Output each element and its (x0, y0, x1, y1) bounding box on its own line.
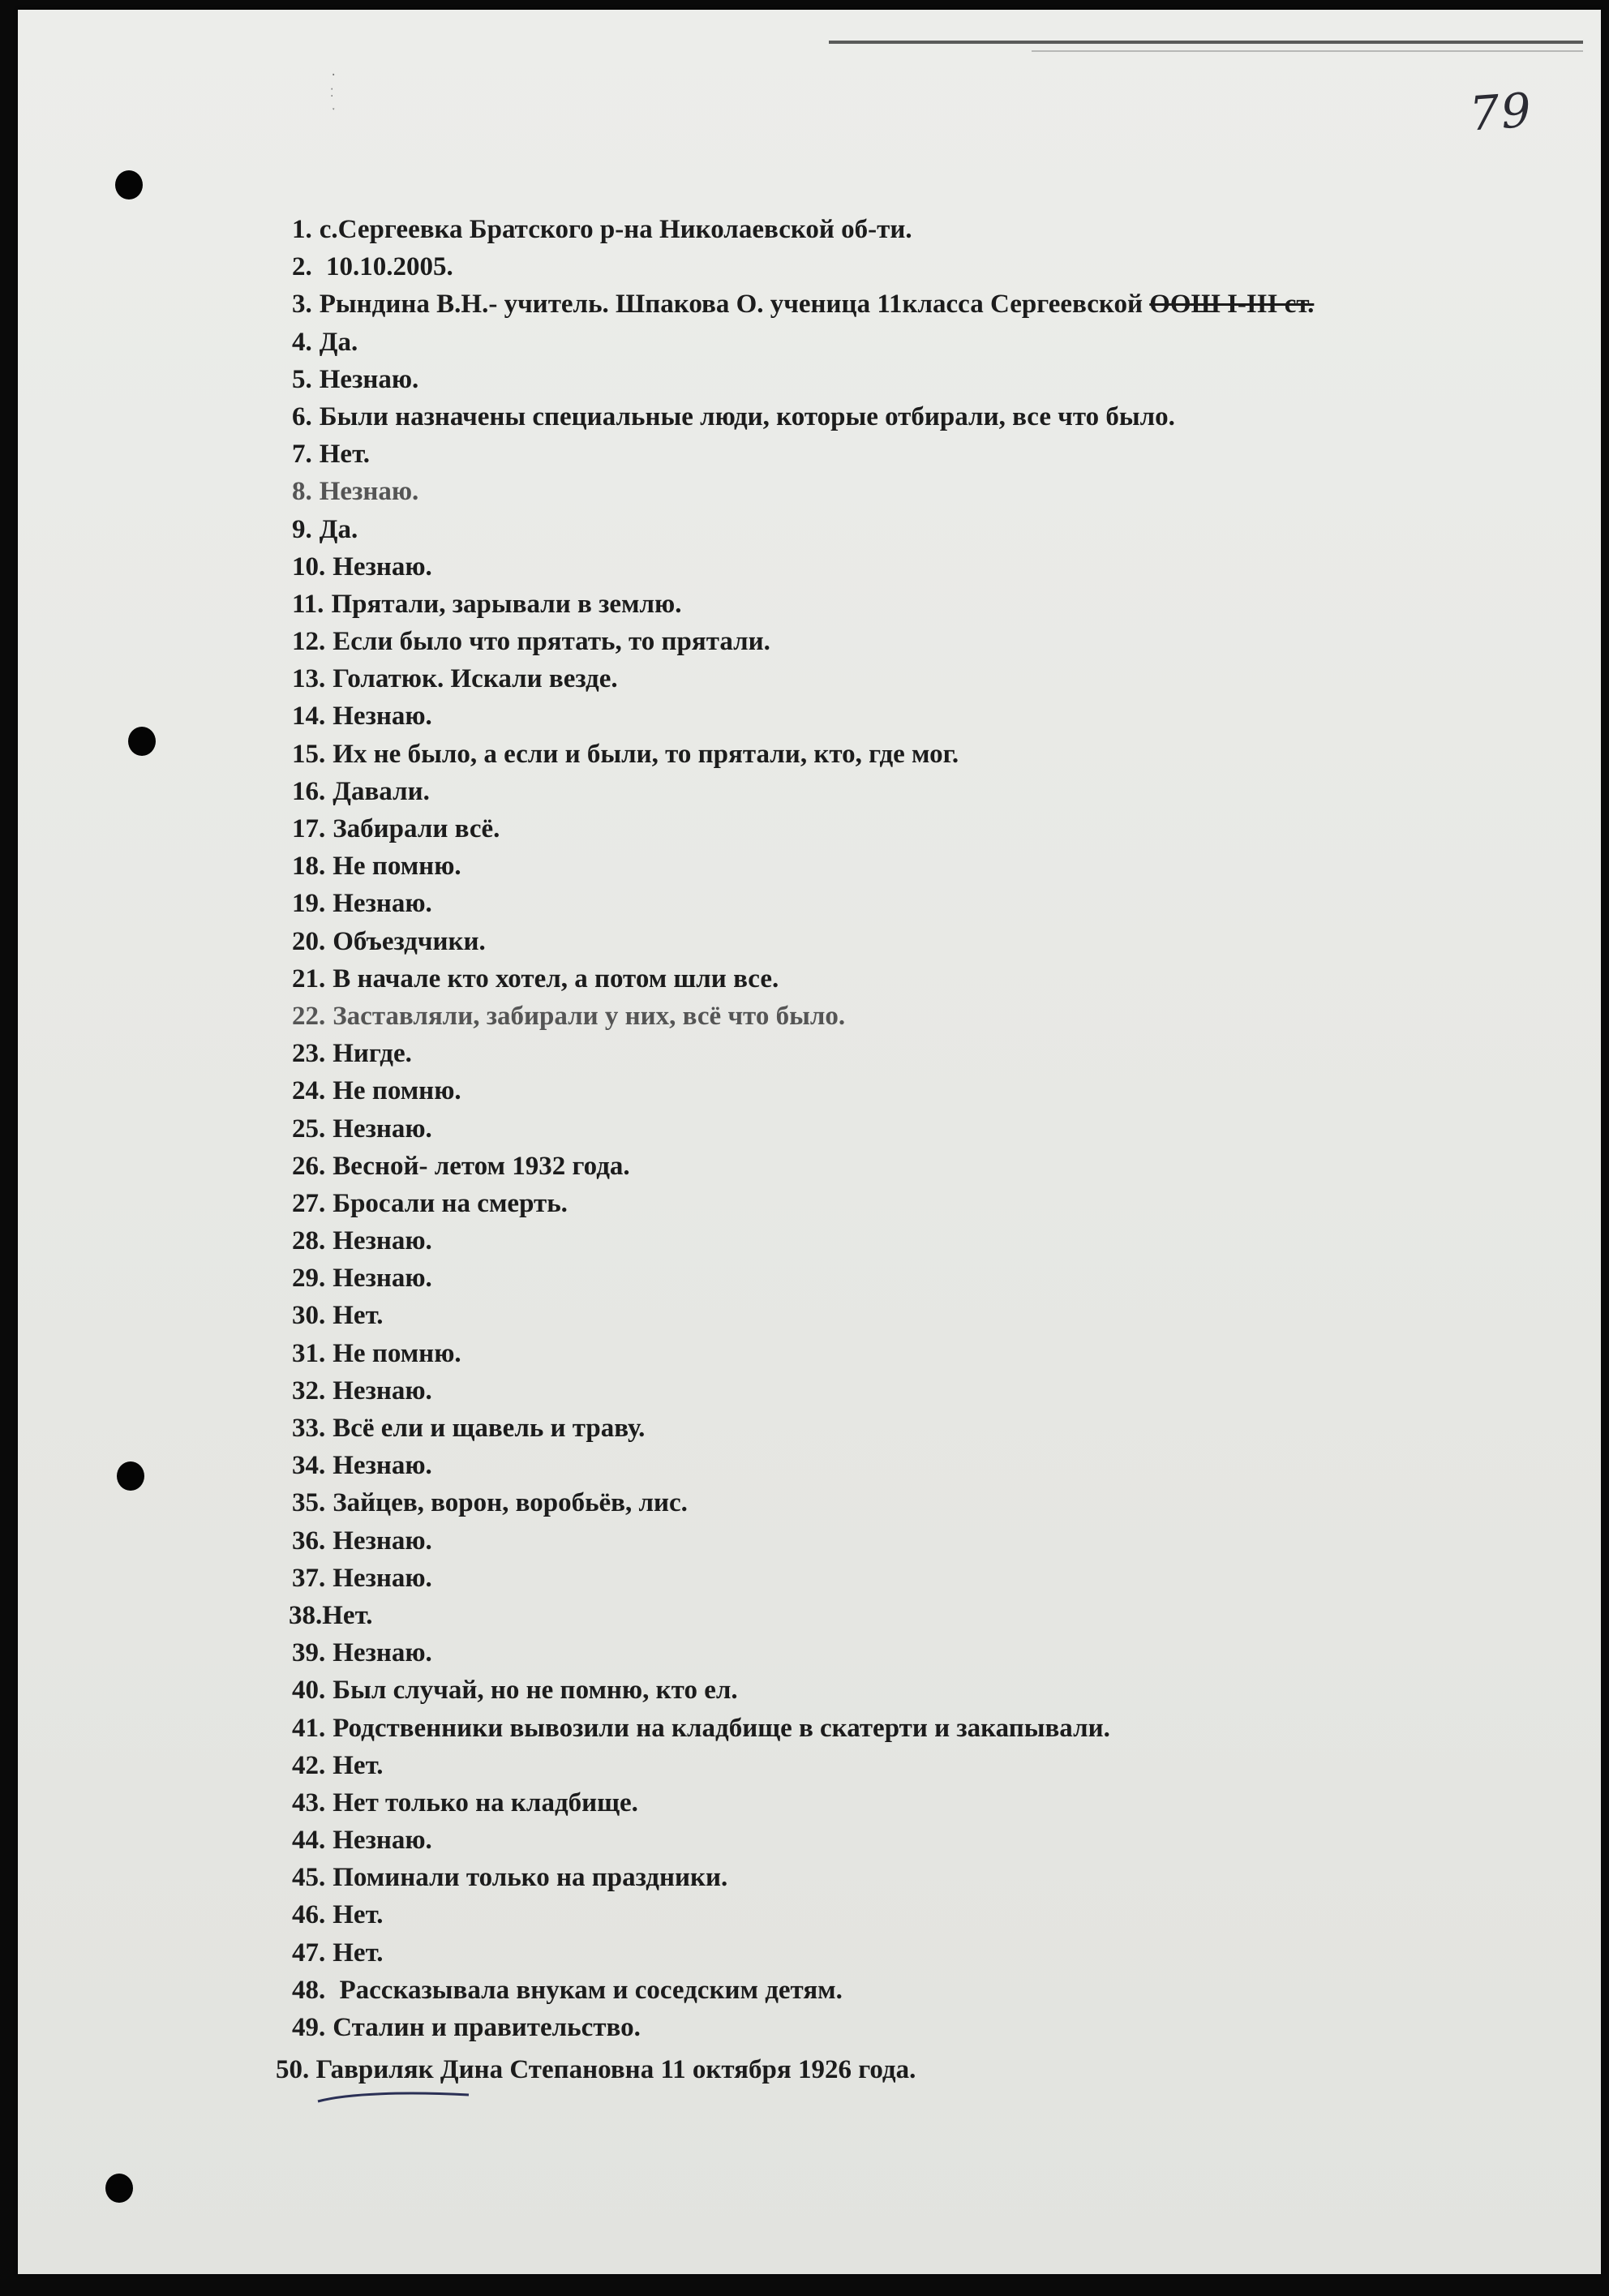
answer-text: Незнаю. (333, 1226, 432, 1256)
top-border-line-faint (1032, 50, 1583, 52)
top-border-line (829, 41, 1583, 44)
punch-hole-4 (105, 2174, 133, 2203)
answer-text: Незнаю. (333, 1638, 432, 1668)
answer-line (292, 848, 1314, 885)
answer-line (292, 1410, 1314, 1447)
answer-number: 26. (292, 1151, 326, 1181)
answer-text: Незнаю. (333, 1264, 432, 1294)
answer-text: Незнаю. (333, 1563, 432, 1593)
answer-text: Родственники вывозили на кладбище в скатерти и закапывали. (333, 1713, 1110, 1743)
answer-number: 45. (292, 1863, 326, 1893)
answer-number: 29. (292, 1264, 326, 1294)
answer-line (292, 623, 1314, 660)
answer-text: Был случай, но не помню, кто ел. (333, 1676, 738, 1706)
answer-text: Незнаю. (333, 1114, 432, 1144)
answer-number: 18. (292, 852, 326, 882)
answer-line (292, 285, 1314, 323)
answer-number: 15. (292, 739, 326, 769)
answer-text: 10.10.2005. (319, 252, 453, 282)
answer-text: Бросали на смерть. (333, 1188, 568, 1218)
answer-line (292, 1372, 1314, 1410)
answer-line (292, 248, 1314, 285)
answer-line (292, 660, 1314, 697)
answer-number: 3. (292, 290, 312, 320)
answer-text: Незнаю. (333, 1526, 432, 1556)
answer-number: 37. (292, 1563, 326, 1593)
answer-line (292, 473, 1314, 510)
answer-text: с.Сергеевка Братского р-на Николаевской об-ти. (319, 215, 912, 244)
answer-number: 47. (292, 1938, 326, 1968)
answer-line (292, 1896, 1314, 1933)
answer-text: Давали. (333, 776, 430, 806)
answer-number: 42. (292, 1750, 326, 1780)
handwritten-underline (316, 2090, 470, 2105)
answer-line (292, 324, 1314, 361)
answer-text: Сталин и правительство. (333, 2013, 641, 2042)
answer-number: 5. (292, 364, 312, 394)
answer-number: 31. (292, 1338, 326, 1368)
answer-text: Поминали только на праздники. (333, 1863, 728, 1893)
answer-line (292, 361, 1314, 398)
answer-number: 14. (292, 702, 326, 732)
answer-line (292, 1148, 1314, 1185)
answer-number: 23. (292, 1039, 326, 1069)
answer-number: 11. (292, 589, 324, 619)
answer-number: 48. (292, 1975, 326, 2005)
answer-number: 46. (292, 1900, 326, 1930)
answer-text: Незнаю. (319, 364, 419, 394)
answer-number: 7. (292, 440, 312, 470)
answer-text: Нигде. (333, 1039, 412, 1069)
answer-line (292, 586, 1314, 623)
answer-text: Да. (319, 327, 358, 357)
answer-number: 20. (292, 926, 326, 956)
answer-number: 17. (292, 814, 326, 843)
answer-text: Гавриляк Дина Степановна 11 октября 1926 года. (315, 2055, 916, 2084)
answer-number: 21. (292, 963, 326, 994)
punch-hole-2 (128, 727, 156, 756)
answer-line (292, 1672, 1314, 1709)
answer-number: 2. (292, 252, 312, 282)
answer-number: 6. (292, 401, 312, 431)
answer-text: Незнаю. (333, 1451, 432, 1481)
answer-line (292, 810, 1314, 848)
answer-text: Незнаю. (333, 702, 432, 732)
answer-text: Рассказывала внукам и соседским детям. (333, 1975, 843, 2005)
document-page (18, 10, 1601, 2274)
punch-hole-3 (117, 1461, 144, 1491)
answer-text: Нет. (322, 1600, 373, 1630)
answer-text: Нет. (333, 1750, 384, 1780)
answer-text: Нет. (333, 1900, 384, 1930)
answer-text: Весной- летом 1932 года. (333, 1151, 630, 1181)
answer-number: 30. (292, 1301, 326, 1331)
answer-text: Зайцев, ворон, воробьёв, лис. (333, 1488, 688, 1518)
answer-50 (276, 2055, 916, 2085)
answer-number: 49. (292, 2013, 326, 2042)
answer-number: 28. (292, 1226, 326, 1256)
answer-text: Рындина В.Н.- учитель. Шпакова О. ученица 11класса Сергеевской (319, 290, 1143, 320)
answer-number: 4. (292, 327, 312, 357)
answer-text: Не помню. (333, 852, 461, 882)
answer-number: 33. (292, 1414, 326, 1443)
answer-text: Незнаю. (333, 551, 432, 582)
answer-number: 25. (292, 1114, 326, 1144)
answer-line (292, 697, 1314, 735)
answer-line (292, 1972, 1314, 2009)
page-number: 79 (1467, 82, 1535, 142)
answer-line (292, 1185, 1314, 1222)
answer-number: 27. (292, 1188, 326, 1218)
answer-line (292, 1560, 1314, 1597)
answer-number: 40. (292, 1676, 326, 1706)
answer-text: Их не было, а если и были, то прятали, кто, где мог. (333, 739, 959, 769)
answer-line (292, 1110, 1314, 1148)
answer-text: Незнаю. (333, 1375, 432, 1405)
answer-line (292, 1447, 1314, 1484)
answer-text: Не помню. (333, 1076, 461, 1106)
answer-text: Нет. (319, 440, 371, 470)
answer-line (292, 1784, 1314, 1822)
answer-number: 12. (292, 627, 326, 657)
answer-line (292, 1934, 1314, 1972)
answer-text: Да. (319, 514, 358, 544)
answer-number: 41. (292, 1713, 326, 1743)
answer-text: Незнаю. (319, 477, 419, 507)
answer-line (292, 1859, 1314, 1896)
answer-number: 22. (292, 1001, 326, 1031)
answer-line (292, 548, 1314, 586)
answer-line (292, 773, 1314, 810)
answer-line (292, 736, 1314, 773)
answer-line (292, 1335, 1314, 1372)
answer-list (289, 211, 1315, 2046)
answer-line (292, 211, 1314, 248)
answer-number: 16. (292, 776, 326, 806)
answer-number: 13. (292, 664, 326, 694)
answer-line (292, 1297, 1314, 1334)
answer-number: 38. (289, 1600, 323, 1630)
answer-number: 50. (276, 2055, 310, 2084)
answer-line (292, 1072, 1314, 1109)
answer-number: 1. (292, 215, 312, 244)
punch-hole-1 (115, 170, 143, 200)
struck-text: ООШ I-III ст. (1149, 290, 1315, 320)
answer-number: 39. (292, 1638, 326, 1668)
answer-line (292, 1484, 1314, 1521)
answer-text: Незнаю. (333, 1826, 432, 1856)
answer-number: 9. (292, 514, 312, 544)
answer-text: Незнаю. (333, 889, 432, 919)
answer-text: Голатюк. Искали везде. (333, 664, 618, 694)
answer-number: 10. (292, 551, 326, 582)
answer-text: Заставляли, забирали у них, всё что было. (333, 1001, 846, 1031)
answer-line (292, 511, 1314, 548)
answer-number: 19. (292, 889, 326, 919)
answer-line (292, 923, 1314, 960)
answer-line (292, 1035, 1314, 1072)
answer-number: 32. (292, 1375, 326, 1405)
answer-line (292, 1260, 1314, 1297)
answer-text: Если было что прятать, то прятали. (333, 627, 770, 657)
answer-line (292, 1710, 1314, 1747)
answer-line (292, 2009, 1314, 2046)
answer-line (292, 1747, 1314, 1784)
answer-line (292, 1822, 1314, 1859)
answer-line (292, 885, 1314, 922)
answer-number: 35. (292, 1488, 326, 1518)
answer-number: 44. (292, 1826, 326, 1856)
answer-text: Всё ели и щавель и траву. (333, 1414, 646, 1443)
answer-line (292, 960, 1314, 998)
answer-text: Забирали всё. (333, 814, 500, 843)
answer-number: 24. (292, 1076, 326, 1106)
answer-text: Нет. (333, 1938, 384, 1968)
answer-line (292, 998, 1314, 1035)
answer-line (292, 436, 1314, 473)
answer-line (292, 1222, 1314, 1260)
answer-line (292, 398, 1314, 436)
scan-specks: · ⁚ ˑ (330, 69, 337, 118)
answer-line (292, 1522, 1314, 1560)
answer-text: Нет только на кладбище. (333, 1787, 638, 1817)
answer-text: Объездчики. (333, 926, 486, 956)
answer-number: 34. (292, 1451, 326, 1481)
answer-text: Не помню. (333, 1338, 461, 1368)
answer-text: В начале кто хотел, а потом шли все. (333, 963, 779, 994)
answer-line (292, 1634, 1314, 1672)
answer-text: Были назначены специальные люди, которые отбирали, все что было. (319, 401, 1175, 431)
answer-number: 43. (292, 1787, 326, 1817)
answer-number: 8. (292, 477, 312, 507)
answer-text: Нет. (333, 1301, 384, 1331)
answer-number: 36. (292, 1526, 326, 1556)
answer-line (289, 1597, 1314, 1634)
answer-text: Прятали, зарывали в землю. (331, 589, 682, 619)
